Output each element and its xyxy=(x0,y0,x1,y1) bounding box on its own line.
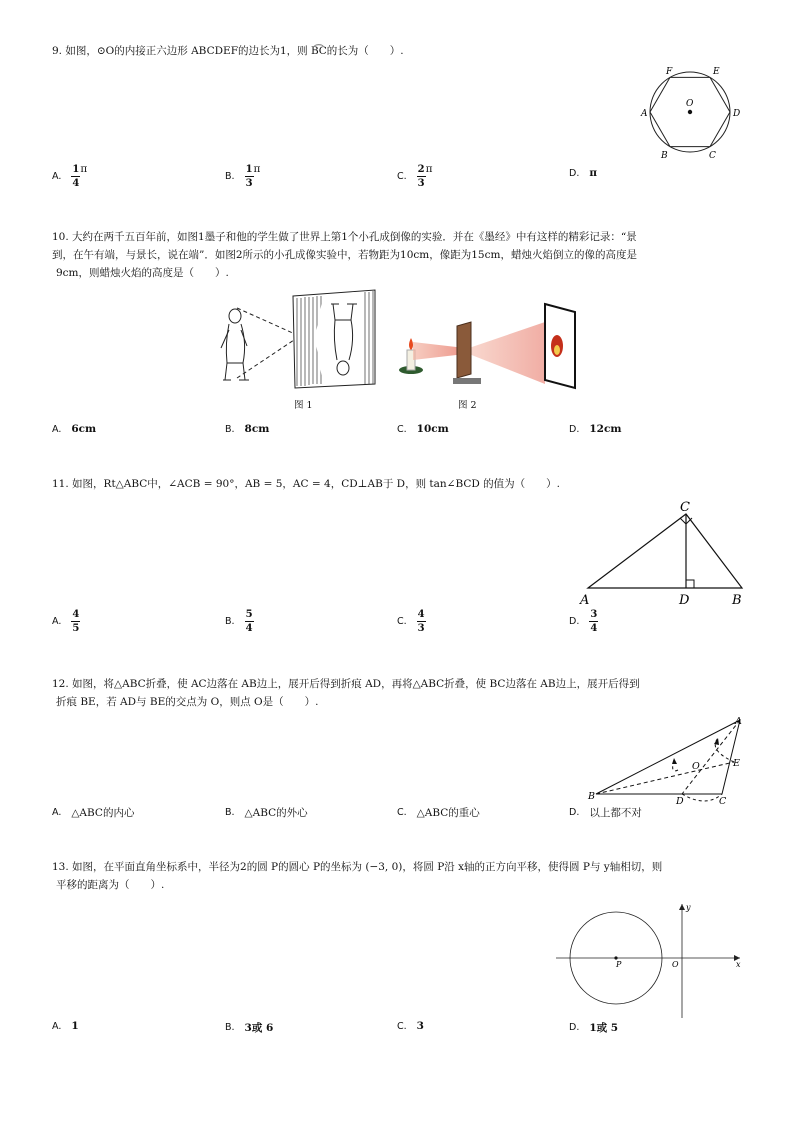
q9-label-O: O xyxy=(686,99,694,109)
q10-figure1-caption: 图 1 xyxy=(294,400,313,411)
q9-option-b[interactable]: B. $\frac{1}{3}$ π xyxy=(225,163,261,189)
q13-stem: 13. 如图，在平面直角坐标系中，半径为2的圆 P的圆心 P的坐标为 (−3, 0)，将圆 P沿 x轴的正方向平移，使得圆 P与 y轴相切，则 平移的距离为（ ）. xyxy=(52,861,663,891)
q10-option-a[interactable]: A. 6cm xyxy=(52,423,97,435)
q9-option-d[interactable]: D. π xyxy=(569,167,598,179)
q12-option-a[interactable]: A. △ABC的内心 xyxy=(52,807,135,819)
q9-label-B: B xyxy=(661,151,668,161)
q12-label-E: E xyxy=(733,758,740,769)
q10-option-c[interactable]: C. 10cm xyxy=(397,423,449,435)
q9-option-a[interactable]: A. $\frac{1}{4}$ π xyxy=(52,163,88,189)
q13-coordinate-figure xyxy=(552,902,747,1022)
q9-option-c[interactable]: C. $\frac{2}{3}$ π xyxy=(397,163,433,189)
q11-option-d[interactable]: D. $\frac{3}{4}$ xyxy=(569,609,598,634)
option-label: B. xyxy=(225,170,235,182)
q9-stem: 9. 如图，⊙O的内接正六边形 ABCDEF的边长为1，则 B͡C的长为（ ）. xyxy=(52,45,404,57)
q12-label-C: C xyxy=(719,796,727,807)
option-label: D. xyxy=(569,167,580,179)
q12-option-d[interactable]: D. 以上都不对 xyxy=(569,807,642,819)
q10-figure2-caption: 图 2 xyxy=(458,400,477,411)
q10-option-b[interactable]: B. 8cm xyxy=(225,423,270,435)
q9-label-D: D xyxy=(733,109,741,119)
q12-stem: 12. 如图，将△ABC折叠，使 AC边落在 AB边上，展开后得到折痕 AD，再将△ABC折叠，使 BC边落在 AB边上，展开后得到 折痕 BE，若 AD与 BE的交点为 O，则点 O是（ ）. xyxy=(52,678,640,708)
q11-stem: 11. 如图，Rt△ABC中，∠ACB = 90°，AB = 5，AC = 4，CD⊥AB于 D，则 tan∠BCD 的值为（ ）. xyxy=(52,478,560,490)
q10-figure2-candle xyxy=(395,300,580,392)
q13-label-O: O xyxy=(672,960,679,969)
q11-triangle-figure xyxy=(580,500,750,610)
q12-label-D: D xyxy=(676,796,684,807)
q10-stem: 10. 大约在两千五百年前，如图1墨子和他的学生做了世界上第1个小孔成倒像的实验．并在《墨经》中有这样的精彩记录：“景 到，在午有端，与景长，说在端”．如图2所示的小孔成像实验中，若物距为10cm，像距为15cm，蜡烛火焰倒立的像的高度是 9cm，则蜡烛火焰的高度是（ ）. xyxy=(52,231,637,279)
q12-label-O: O xyxy=(692,761,700,772)
q12-label-B: B xyxy=(588,791,595,802)
q11-option-c[interactable]: C. $\frac{4}{3}$ xyxy=(397,609,425,634)
q10-figure1-pinhole xyxy=(215,288,380,393)
q13-label-y: y xyxy=(686,903,691,912)
q13-label-x: x xyxy=(736,960,741,969)
q9-label-C: C xyxy=(709,151,716,161)
q9-hexagon-figure xyxy=(640,62,740,162)
q11-label-B: B xyxy=(732,593,742,608)
q13-option-d[interactable]: D. 1或 5 xyxy=(569,1022,619,1034)
q9-label-E: E xyxy=(713,67,720,77)
q13-option-b[interactable]: B. 3或 6 xyxy=(225,1022,274,1034)
option-label: C. xyxy=(397,170,407,182)
q11-option-a[interactable]: A. $\frac{4}{5}$ xyxy=(52,609,80,634)
option-label: A. xyxy=(52,170,62,182)
q12-option-b[interactable]: B. △ABC的外心 xyxy=(225,807,308,819)
q12-triangle-figure xyxy=(588,712,748,807)
q12-label-A: A xyxy=(735,716,742,727)
q9-label-A: A xyxy=(641,109,648,119)
q13-option-c[interactable]: C. 3 xyxy=(397,1020,424,1032)
q10-option-d[interactable]: D. 12cm xyxy=(569,423,622,435)
q11-label-C: C xyxy=(680,500,690,515)
q11-label-A: A xyxy=(580,593,590,608)
q13-option-a[interactable]: A. 1 xyxy=(52,1020,79,1032)
q13-label-P: P xyxy=(616,960,622,969)
q9-label-F: F xyxy=(666,67,673,77)
q11-option-b[interactable]: B. $\frac{5}{4}$ xyxy=(225,609,253,634)
q11-label-D: D xyxy=(679,593,690,608)
q12-option-c[interactable]: C. △ABC的重心 xyxy=(397,807,480,819)
